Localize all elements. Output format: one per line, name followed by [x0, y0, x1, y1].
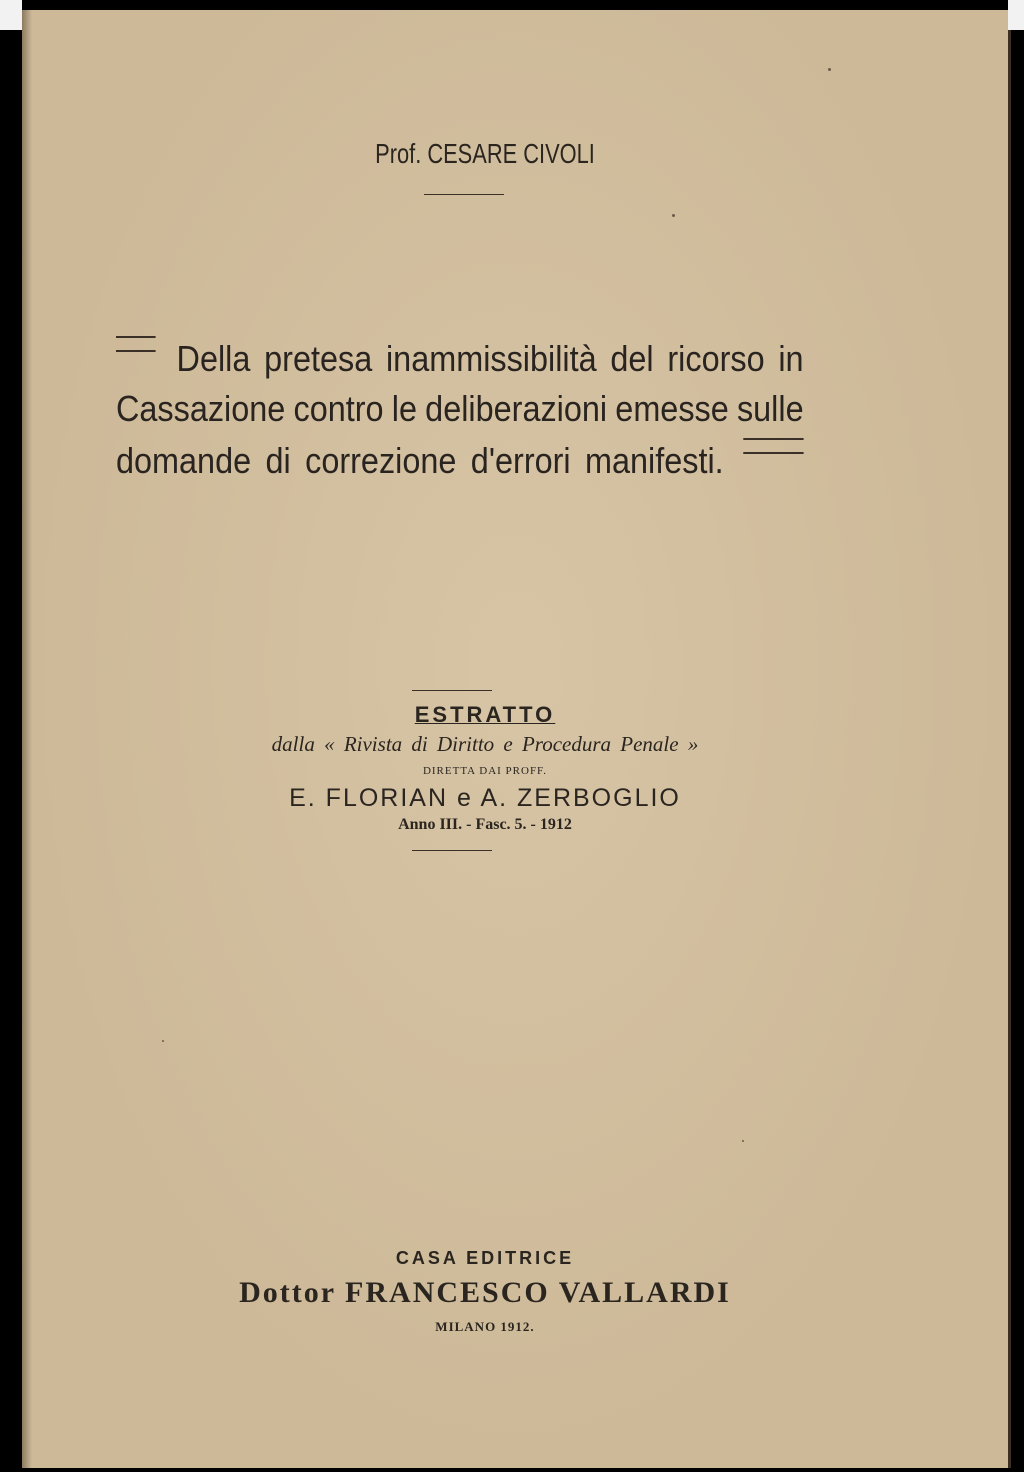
title-word: ricorso	[667, 338, 765, 379]
title-word: sulle	[736, 388, 804, 429]
imprint-publisher: Dottor FRANCESCO VALLARDI	[239, 1276, 731, 1309]
title-word: in	[778, 338, 804, 379]
title-lead-dash	[116, 336, 156, 352]
author-name: Prof. CESARE CIVOLI	[375, 138, 595, 169]
paper-speck	[742, 1140, 744, 1142]
title-word: emesse	[615, 388, 729, 429]
extract-source: dalla « Rivista di Diritto e Procedura Penale »	[271, 732, 699, 756]
title-line-3-text: domande di correzione d'errori manifesti.	[116, 440, 724, 481]
scan-corner-tab	[1008, 0, 1024, 30]
title-trail-dash	[743, 438, 803, 454]
title-line-1	[116, 338, 804, 380]
scan-corner-tab	[0, 0, 22, 30]
title-word: del	[610, 338, 654, 379]
paper-speck	[828, 68, 831, 71]
imprint-label: CASA EDITRICE	[395, 1248, 575, 1268]
title-line-2	[116, 388, 804, 430]
document-page	[22, 10, 1011, 1468]
extract-bottom-rule	[412, 850, 492, 851]
paper-speck	[162, 1040, 164, 1042]
title-word: contro	[293, 388, 384, 429]
paper-speck	[672, 214, 675, 217]
extract-editors: E. FLORIAN e A. ZERBOGLIO	[289, 784, 681, 812]
title-line-3	[116, 440, 804, 482]
title-word: Della	[176, 338, 251, 379]
extract-top-rule	[412, 690, 492, 691]
title-word: Cassazione	[116, 388, 286, 429]
extract-directed-by: DIRETTA DAI PROFF.	[422, 765, 548, 777]
title-word: pretesa	[264, 338, 373, 379]
title-word: deliberazioni	[425, 388, 608, 429]
author-divider	[424, 194, 504, 195]
imprint-place-year: MILANO 1912.	[435, 1319, 535, 1334]
extract-issue: Anno III. - Fasc. 5. - 1912	[398, 816, 572, 833]
title-word: inammissibilità	[385, 338, 597, 379]
extract-label: ESTRATTO	[414, 702, 556, 727]
title-word: le	[391, 388, 417, 429]
